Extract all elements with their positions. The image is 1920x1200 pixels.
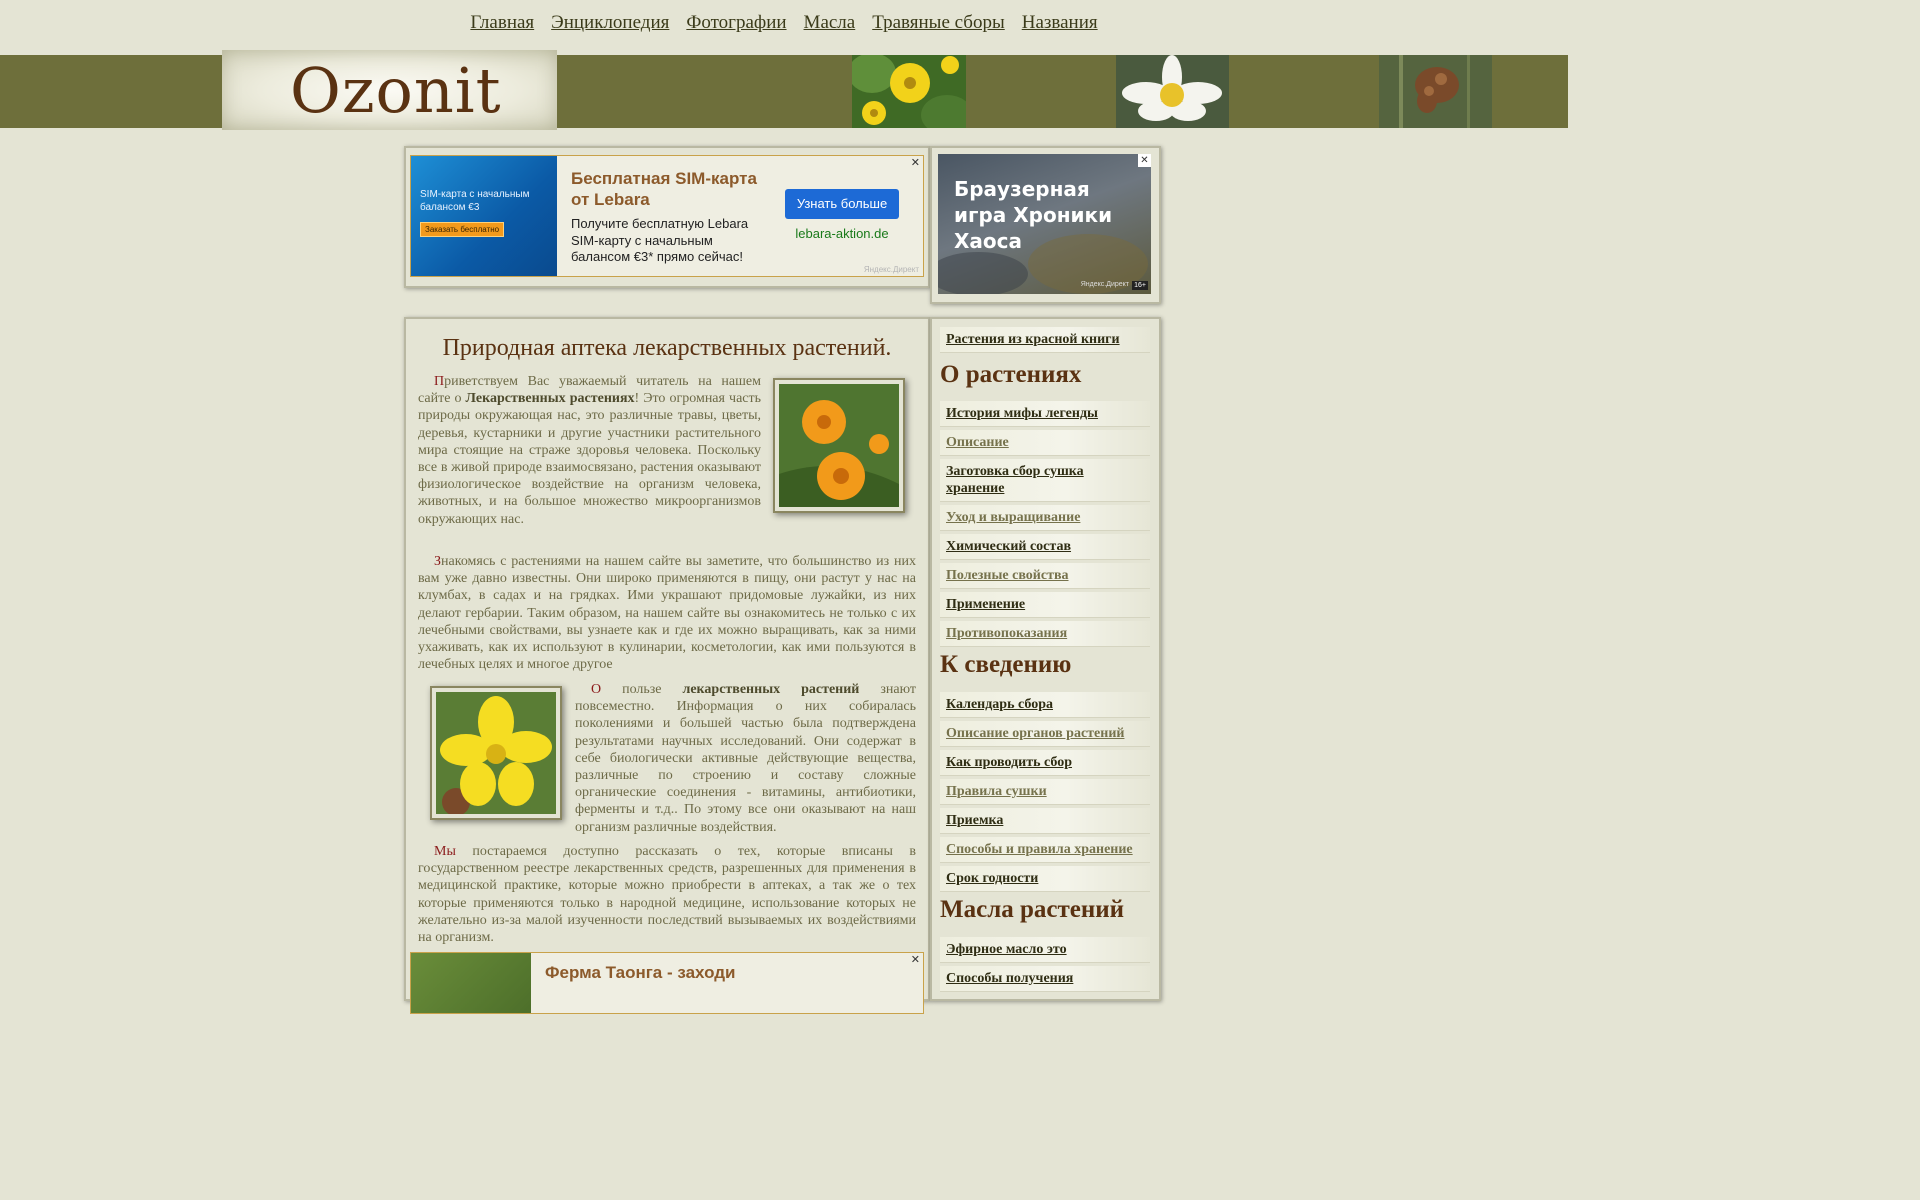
ad-source-label: Яндекс.Директ bbox=[863, 265, 919, 274]
intro-paragraph: Приветствуем Вас уважаемый читатель на нашем сайте о Лекарственных растениях! Это огромная часть природы окружающая нас, это различные травы, цветы, деревья, кустарники и другие участники растительного мира стоящие на страже здоровья человека. Поскольку все в живой природе взаимосвязано, растения оказывают физиологическое воздействие на организм человека, животных, и на большое множество микроорганизмов окружающих нас. bbox=[418, 374, 761, 527]
logo-text: Ozonit bbox=[290, 54, 502, 127]
highlight-text: Лекарственных растениях bbox=[465, 391, 635, 407]
sidebar-link-history[interactable]: История мифы легенды bbox=[940, 401, 1150, 426]
highlight-text: лекарственных растений bbox=[682, 682, 860, 697]
sidebar-link-how-to-collect[interactable]: Как проводить сбор bbox=[940, 750, 1150, 775]
sidebar-link-calendar[interactable]: Календарь сбора bbox=[940, 692, 1150, 717]
sidebar-link-usage[interactable]: Применение bbox=[940, 592, 1150, 617]
drop-initial: З bbox=[434, 554, 442, 569]
sidebar-heading-about-plants: О растениях bbox=[940, 361, 1082, 388]
sidebar-link-description[interactable]: Описание bbox=[940, 430, 1150, 455]
nav-link-photos[interactable]: Фотографии bbox=[686, 12, 787, 33]
sidebar-link-benefits[interactable]: Полезные свойства bbox=[940, 563, 1150, 588]
game-ad[interactable] bbox=[938, 154, 1151, 294]
drop-initial: П bbox=[434, 374, 445, 389]
drop-initial: Мы bbox=[434, 844, 456, 859]
page-title: Природная аптека лекарственных растений. bbox=[442, 335, 892, 361]
sidebar-link-care[interactable]: Уход и выращивание bbox=[940, 505, 1150, 530]
sidebar-link-drying-rules[interactable]: Правила сушки bbox=[940, 779, 1150, 804]
main-content bbox=[404, 317, 930, 1001]
top-nav bbox=[0, 12, 1568, 42]
banner-photo-dried-plant bbox=[1379, 55, 1492, 128]
sidebar-link-extraction[interactable]: Способы получения bbox=[940, 966, 1150, 991]
ad-source-label: Яндекс.Директ bbox=[1080, 281, 1129, 288]
drop-initial: О bbox=[591, 682, 602, 697]
nav-link-oils[interactable]: Масла bbox=[803, 12, 856, 33]
nav-link-encyclopedia[interactable]: Энциклопедия bbox=[551, 12, 670, 33]
side-ad-panel bbox=[930, 146, 1161, 304]
game-ad-headline: Браузерная игра Хроники Хаоса bbox=[954, 177, 1113, 253]
close-icon[interactable]: ✕ bbox=[910, 156, 920, 169]
ad-domain-link[interactable]: lebara-aktion.de bbox=[795, 226, 889, 241]
nav-link-home[interactable]: Главная bbox=[470, 12, 535, 33]
ad-image-button[interactable]: Заказать бесплатно bbox=[420, 222, 504, 237]
sidebar-link-contraindications[interactable]: Противопоказания bbox=[940, 621, 1150, 646]
ad-image-text: SIM-карта с начальным балансом €3 bbox=[420, 189, 530, 213]
banner-photo-water-lily bbox=[1116, 55, 1229, 128]
close-icon[interactable]: ✕ bbox=[910, 953, 920, 966]
nav-link-herbal-mixes[interactable]: Травяные сборы bbox=[872, 12, 1005, 33]
sidebar-link-acceptance[interactable]: Приемка bbox=[940, 808, 1150, 833]
age-rating-badge: 16+ bbox=[1134, 282, 1146, 289]
ad-title[interactable]: Бесплатная SIM-карта от Lebara bbox=[571, 169, 757, 209]
sidebar-link-shelf-life[interactable]: Срок годности bbox=[940, 866, 1150, 891]
sidebar-link-red-book[interactable]: Растения из красной книги bbox=[940, 327, 1150, 352]
paragraph-4: Мы постараемся доступно рассказать о тех, которые вписаны в государственном реестре лекарственных средств, разрешенных для применения в медицинской практике, которые можно приобрести в аптеках, а так же о тех которые применяются только в народной медицине, использование которых не желательно из-за малой изученности последствий вызываемых их воздействиями на организм. bbox=[418, 844, 916, 946]
sidebar bbox=[930, 317, 1161, 1001]
ad-text: Получите бесплатную Lebara SIM-карту с начальным балансом €3* прямо сейчас! bbox=[571, 216, 749, 264]
farm-game-ad[interactable] bbox=[410, 952, 924, 1014]
sidebar-link-essential-oil[interactable]: Эфирное масло это bbox=[940, 937, 1150, 962]
ad-image[interactable] bbox=[411, 156, 557, 276]
paragraph-2: Знакомясь с растениями на нашем сайте вы заметите, что большинство из них вам уже давно известны. Они широко применяются в пищу, они растут у нас на клумбах, в садах и на грядках. Ими украшают придомовые лужайки, из них делают гербарии. Таким образом, на нашем сайте вы ознакомитесь не только с их лечебными свойствами, вы узнаете как и где их можно выращивать, как за ними ухаживать, как их используют в кулинарии, косметологии, как ими пользуются в лечебных целях и многое другое bbox=[418, 554, 916, 673]
photo-st-johns-wort bbox=[430, 686, 562, 820]
lebara-ad[interactable] bbox=[410, 155, 924, 277]
sidebar-heading-plant-oils: Масла растений bbox=[940, 896, 1125, 923]
photo-calendula bbox=[773, 378, 905, 513]
sidebar-heading-info: К сведению bbox=[940, 651, 1072, 678]
ad-image[interactable] bbox=[411, 953, 531, 1013]
ad-learn-more-button[interactable]: Узнать больше bbox=[785, 189, 899, 219]
banner-photo-yellow-flowers bbox=[852, 55, 966, 128]
sidebar-link-harvesting[interactable]: Заготовка сбор сушка хранение bbox=[940, 459, 1150, 501]
ad-title[interactable]: Ферма Таонга - заходи bbox=[545, 963, 736, 982]
site-logo[interactable] bbox=[222, 50, 557, 130]
paragraph-3: О пользе лекарственных растений знают повсеместно. Информация о них собиралась поколениями и большей частью была подтверждена результатами научных исследований. Они содержат в себе биологически активные действующие вещества, различные по строению и составу сложные органические соединения - витамины, антибиотики, ферменты и т.д.. По этому все они оказывают на наш организм различные воздействия. bbox=[575, 682, 916, 835]
sidebar-link-chemistry[interactable]: Химический состав bbox=[940, 534, 1150, 559]
ad-panel bbox=[404, 146, 930, 288]
sidebar-link-storage[interactable]: Способы и правила хранение bbox=[940, 837, 1150, 862]
nav-link-names[interactable]: Названия bbox=[1021, 12, 1098, 33]
close-icon[interactable]: ✕ bbox=[1138, 154, 1151, 167]
sidebar-link-organs[interactable]: Описание органов растений bbox=[940, 721, 1150, 746]
